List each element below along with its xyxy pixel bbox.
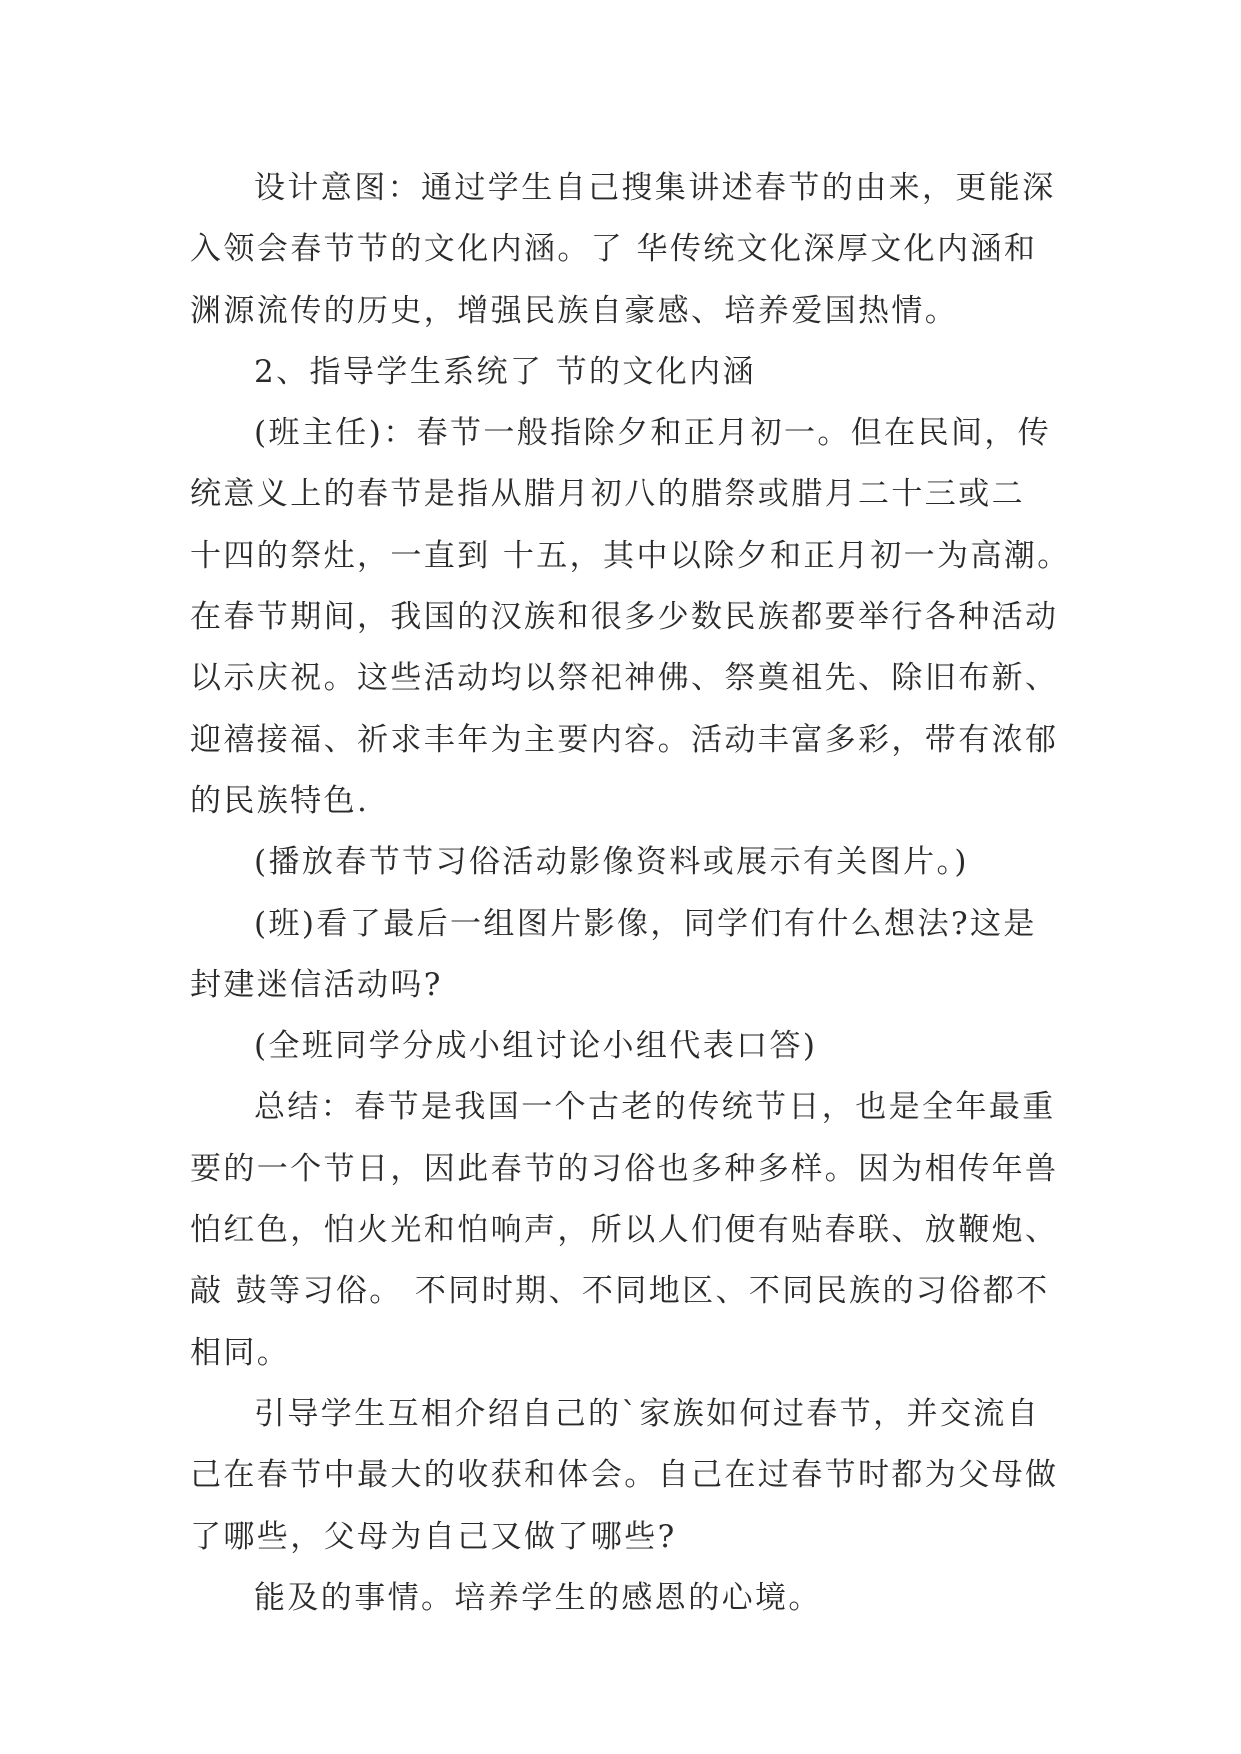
text-line: (播放春节节习俗活动影像资料或展示有关图片。) xyxy=(254,844,969,881)
text-line: 的民族特色. xyxy=(190,782,370,819)
text-line: 敲 鼓等习俗。 不同时期、不同地区、不同民族的习俗都不 xyxy=(190,1273,1050,1310)
text-line: 能及的事情。培养学生的感恩的心境。 xyxy=(254,1579,822,1616)
text-line: 2、指导学生系统了 节的文化内涵 xyxy=(254,353,756,390)
text-line: 引导学生互相介绍自己的`家族如何过春节，并交流自 xyxy=(254,1395,1041,1432)
text-line: (全班同学分成小组讨论小组代表口答) xyxy=(254,1028,818,1065)
text-line: 入领会春节节的文化内涵。了 华传统文化深厚文化内涵和 xyxy=(190,231,1038,268)
text-line: 要的一个节日，因此春节的习俗也多种多样。因为相传年兽 xyxy=(190,1150,1059,1187)
text-line: 统意义上的春节是指从腊月初八的腊祭或腊月二十三或二 xyxy=(190,476,1025,513)
text-line: 了哪些，父母为自己又做了哪些? xyxy=(190,1518,677,1555)
text-line: 相同。 xyxy=(190,1334,291,1371)
text-line: 迎禧接福、祈求丰年为主要内容。活动丰富多彩，带有浓郁 xyxy=(190,721,1059,758)
text-line: 渊源流传的历史，增强民族自豪感、培养爱国热情。 xyxy=(190,292,959,329)
text-line: 封建迷信活动吗? xyxy=(190,966,443,1003)
text-line: (班主任)：春节一般指除夕和正月初一。但在民间，传 xyxy=(254,415,1052,452)
text-line: (班)看了最后一组图片影像，同学们有什么想法?这是 xyxy=(254,905,1037,942)
text-line: 十四的祭灶，一直到 十五，其中以除夕和正月初一为高潮。 xyxy=(190,537,1071,574)
text-line: 设计意图：通过学生自己搜集讲述春节的由来，更能深 xyxy=(254,170,1056,206)
text-line: 总结：春节是我国一个古老的传统节日，也是全年最重 xyxy=(254,1089,1056,1126)
text-line: 以示庆祝。这些活动均以祭祀神佛、祭奠祖先、除旧布新、 xyxy=(190,660,1059,697)
text-line: 怕红色，怕火光和怕响声，所以人们便有贴春联、放鞭炮、 xyxy=(190,1212,1059,1249)
text-line: 在春节期间，我国的汉族和很多少数民族都要举行各种活动 xyxy=(190,599,1059,636)
document-body xyxy=(190,158,1071,1629)
text-line: 己在春节中最大的收获和体会。自己在过春节时都为父母做 xyxy=(190,1457,1059,1494)
